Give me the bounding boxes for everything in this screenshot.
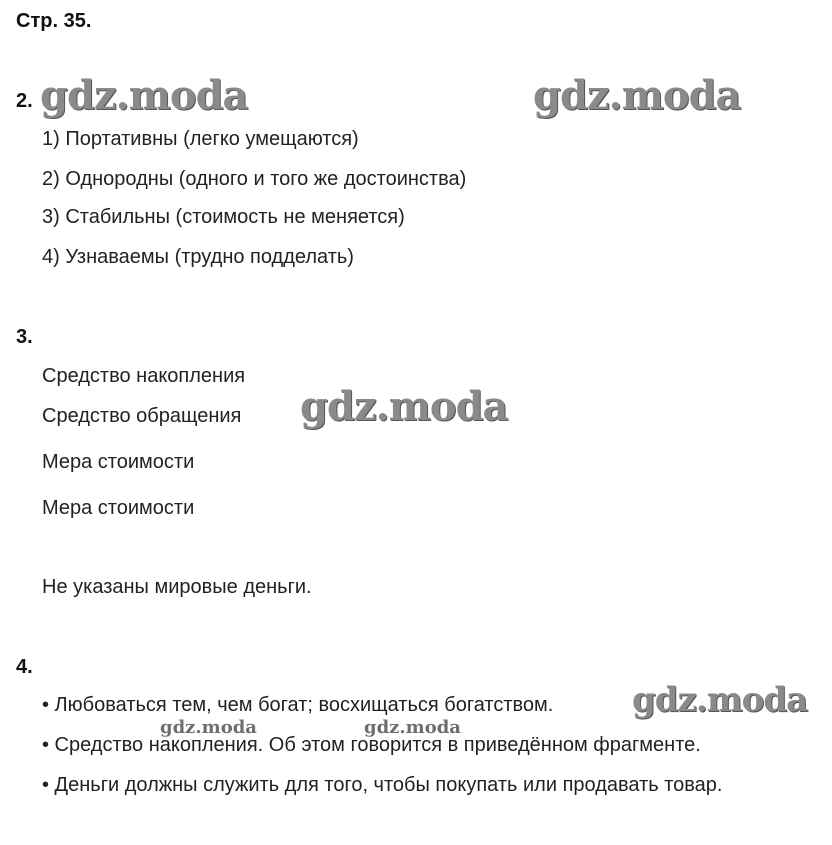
watermark-logo: gdz.moda [160, 717, 257, 738]
task-3-note: Не указаны мировые деньги. [42, 576, 312, 598]
watermark-logo: gdz.moda [364, 717, 461, 738]
watermark-logo: gdz.moda [632, 680, 808, 720]
task-2-number: 2. [16, 90, 33, 112]
task-4-bullet: • Любоваться тем, чем богат; восхищаться богатством. [42, 694, 554, 716]
task-4-bullet: • Деньги должны служить для того, чтобы покупать или продавать товар. [42, 774, 723, 796]
task-3-item: Средство обращения [42, 405, 242, 427]
task-3-item: Средство накопления [42, 365, 246, 387]
task-2-item: 4) Узнаваемы (трудно подделать) [42, 246, 354, 268]
task-3-item: Мера стоимости [42, 497, 195, 519]
watermark-logo: gdz.moda [533, 72, 741, 119]
task-2-item: 1) Портативны (легко умещаются) [42, 128, 359, 150]
task-2-item: 3) Стабильны (стоимость не меняется) [42, 206, 405, 228]
task-2-item: 2) Однородны (одного и того же достоинства) [42, 168, 467, 190]
task-3-item: Мера стоимости [42, 451, 195, 473]
watermark-logo: gdz.moda [300, 383, 508, 430]
page-label: Стр. 35. [16, 10, 92, 32]
watermark-logo: gdz.moda [40, 72, 248, 119]
task-4-bullet: • Средство накопления. Об этом говорится в приведённом фрагменте. [42, 734, 701, 756]
task-3-number: 3. [16, 326, 33, 348]
task-4-number: 4. [16, 656, 33, 678]
